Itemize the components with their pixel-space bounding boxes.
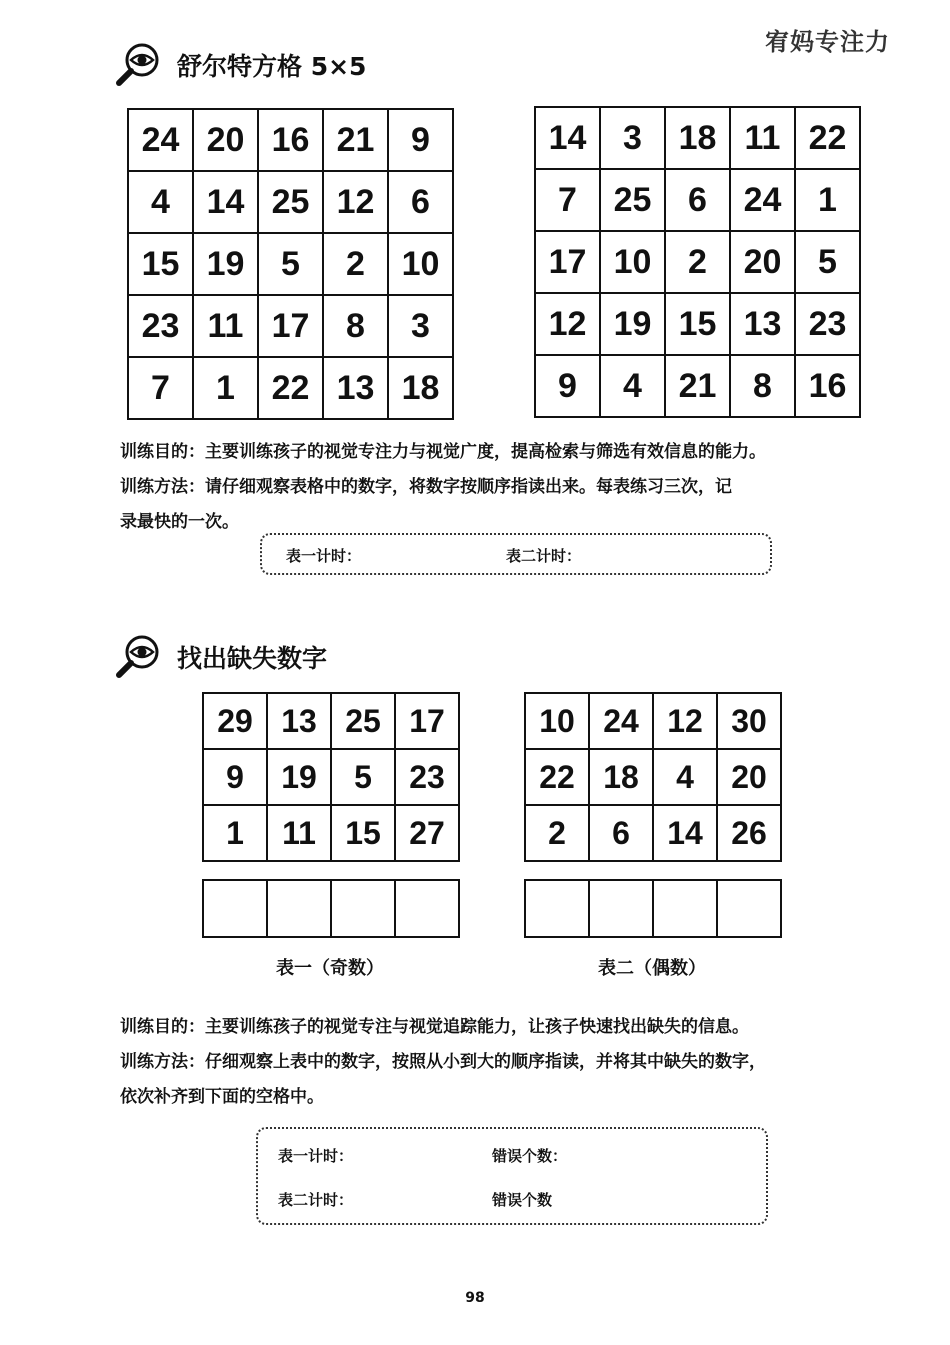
grid-cell[interactable]: 2 bbox=[323, 233, 388, 295]
answer-cell[interactable] bbox=[395, 880, 459, 937]
grid-cell[interactable]: 22 bbox=[258, 357, 323, 419]
grid-cell[interactable]: 22 bbox=[795, 107, 860, 169]
grid-cell[interactable]: 13 bbox=[323, 357, 388, 419]
grid-cell[interactable]: 20 bbox=[717, 749, 781, 805]
grid-cell[interactable]: 9 bbox=[535, 355, 600, 417]
section2-method-line1: 训练方法：仔细观察上表中的数字，按照从小到大的顺序指读，并将其中缺失的数字， bbox=[120, 1052, 766, 1072]
grid-cell[interactable]: 12 bbox=[653, 693, 717, 749]
answer-cell[interactable] bbox=[203, 880, 267, 937]
section2-timer2-label: 表二计时： bbox=[278, 1191, 354, 1209]
section2-errors1-label: 错误个数： bbox=[492, 1147, 568, 1165]
grid-cell[interactable]: 13 bbox=[730, 293, 795, 355]
grid-cell[interactable]: 2 bbox=[665, 231, 730, 293]
grid-row bbox=[525, 805, 781, 861]
section2-timer1-label: 表一计时： bbox=[278, 1147, 354, 1165]
grid-cell[interactable]: 23 bbox=[395, 749, 459, 805]
table1-caption: 表一（奇数） bbox=[276, 958, 384, 979]
section2-errors2-label: 错误个数 bbox=[492, 1191, 553, 1209]
grid-cell[interactable]: 10 bbox=[600, 231, 665, 293]
answer-row-1 bbox=[202, 879, 460, 938]
schulte-table-1 bbox=[127, 108, 454, 420]
grid-cell[interactable]: 17 bbox=[535, 231, 600, 293]
grid-row bbox=[535, 231, 860, 293]
grid-row bbox=[203, 693, 459, 749]
grid-row bbox=[535, 293, 860, 355]
section1-title: 舒尔特方格 5×5 bbox=[177, 52, 367, 81]
grid-cell[interactable]: 7 bbox=[535, 169, 600, 231]
section1-purpose: 训练目的：主要训练孩子的视觉专注力与视觉广度，提高检索与筛选有效信息的能力。 bbox=[120, 442, 766, 462]
section1-timer2-label: 表二计时： bbox=[506, 547, 582, 565]
grid-cell[interactable]: 12 bbox=[323, 171, 388, 233]
grid-row bbox=[128, 109, 453, 171]
grid-cell[interactable]: 1 bbox=[203, 805, 267, 861]
answer-cell[interactable] bbox=[653, 880, 717, 937]
answer-cell[interactable] bbox=[331, 880, 395, 937]
section2-method-line2: 依次补齐到下面的空格中。 bbox=[120, 1087, 324, 1107]
answer-cell[interactable] bbox=[267, 880, 331, 937]
answer-cell[interactable] bbox=[525, 880, 589, 937]
grid-cell[interactable]: 18 bbox=[388, 357, 453, 419]
grid-cell[interactable]: 19 bbox=[267, 749, 331, 805]
grid-cell[interactable]: 14 bbox=[535, 107, 600, 169]
missing-number-table-2 bbox=[524, 692, 782, 862]
grid-cell[interactable]: 15 bbox=[331, 805, 395, 861]
section2-heading bbox=[115, 634, 327, 680]
grid-cell[interactable]: 18 bbox=[665, 107, 730, 169]
grid-row bbox=[128, 295, 453, 357]
grid-row bbox=[535, 169, 860, 231]
grid-cell[interactable]: 15 bbox=[665, 293, 730, 355]
grid-cell[interactable]: 23 bbox=[128, 295, 193, 357]
magnifier-eye-icon bbox=[115, 634, 161, 680]
grid-cell[interactable]: 4 bbox=[128, 171, 193, 233]
grid-cell[interactable]: 24 bbox=[589, 693, 653, 749]
grid-cell[interactable]: 1 bbox=[193, 357, 258, 419]
grid-cell[interactable]: 4 bbox=[600, 355, 665, 417]
grid-cell[interactable]: 5 bbox=[795, 231, 860, 293]
missing-number-table-1 bbox=[202, 692, 460, 862]
grid-row bbox=[203, 805, 459, 861]
grid-cell[interactable]: 14 bbox=[653, 805, 717, 861]
grid-cell[interactable]: 25 bbox=[600, 169, 665, 231]
grid-row bbox=[203, 749, 459, 805]
grid-cell[interactable]: 11 bbox=[730, 107, 795, 169]
grid-cell[interactable]: 13 bbox=[267, 693, 331, 749]
grid-cell[interactable]: 26 bbox=[717, 805, 781, 861]
grid-cell[interactable]: 1 bbox=[795, 169, 860, 231]
grid-cell[interactable]: 27 bbox=[395, 805, 459, 861]
section2-instructions bbox=[120, 1010, 880, 1115]
section1-method-line2: 录最快的一次。 bbox=[120, 512, 239, 532]
grid-cell[interactable]: 30 bbox=[717, 693, 781, 749]
section1-heading bbox=[115, 42, 366, 88]
grid-cell[interactable]: 11 bbox=[193, 295, 258, 357]
grid-cell[interactable]: 21 bbox=[665, 355, 730, 417]
grid-cell[interactable]: 6 bbox=[665, 169, 730, 231]
grid-cell[interactable]: 25 bbox=[258, 171, 323, 233]
grid-row bbox=[525, 693, 781, 749]
grid-row bbox=[525, 749, 781, 805]
section2-title: 找出缺失数字 bbox=[177, 644, 328, 673]
grid-cell[interactable]: 10 bbox=[525, 693, 589, 749]
grid-cell[interactable]: 17 bbox=[258, 295, 323, 357]
grid-cell[interactable]: 9 bbox=[203, 749, 267, 805]
schulte-table-2 bbox=[534, 106, 861, 418]
page-number: 98 bbox=[465, 1290, 485, 1306]
section1-method-line1: 训练方法：请仔细观察表格中的数字，将数字按顺序指读出来。每表练习三次，记 bbox=[120, 477, 732, 497]
grid-cell[interactable]: 17 bbox=[395, 693, 459, 749]
grid-cell[interactable]: 8 bbox=[730, 355, 795, 417]
answer-row-2 bbox=[524, 879, 782, 938]
table2-caption: 表二（偶数） bbox=[598, 958, 706, 979]
grid-cell[interactable]: 5 bbox=[331, 749, 395, 805]
grid-cell[interactable]: 9 bbox=[388, 109, 453, 171]
grid-cell[interactable]: 24 bbox=[730, 169, 795, 231]
section1-instructions bbox=[120, 435, 880, 540]
grid-cell[interactable]: 8 bbox=[323, 295, 388, 357]
grid-cell[interactable]: 11 bbox=[267, 805, 331, 861]
grid-cell[interactable]: 14 bbox=[193, 171, 258, 233]
section2-purpose: 训练目的：主要训练孩子的视觉专注与视觉追踪能力，让孩子快速找出缺失的信息。 bbox=[120, 1017, 749, 1037]
grid-row bbox=[128, 357, 453, 419]
grid-cell[interactable]: 19 bbox=[600, 293, 665, 355]
grid-row bbox=[535, 355, 860, 417]
grid-cell[interactable]: 15 bbox=[128, 233, 193, 295]
grid-cell[interactable]: 12 bbox=[535, 293, 600, 355]
grid-cell[interactable]: 24 bbox=[128, 109, 193, 171]
section2-timer-box bbox=[256, 1127, 768, 1225]
section1-timer-box bbox=[260, 533, 772, 575]
grid-cell[interactable]: 3 bbox=[600, 107, 665, 169]
grid-cell[interactable]: 6 bbox=[589, 805, 653, 861]
brand-watermark: 宥妈专注力 bbox=[765, 28, 890, 56]
section1-timer1-label: 表一计时： bbox=[286, 547, 362, 565]
grid-row bbox=[128, 233, 453, 295]
grid-cell[interactable]: 4 bbox=[653, 749, 717, 805]
grid-cell[interactable]: 18 bbox=[589, 749, 653, 805]
grid-cell[interactable]: 7 bbox=[128, 357, 193, 419]
grid-cell[interactable]: 2 bbox=[525, 805, 589, 861]
grid-row bbox=[128, 171, 453, 233]
grid-cell[interactable]: 5 bbox=[258, 233, 323, 295]
grid-cell[interactable]: 16 bbox=[795, 355, 860, 417]
answer-cell[interactable] bbox=[717, 880, 781, 937]
grid-cell[interactable]: 19 bbox=[193, 233, 258, 295]
grid-cell[interactable]: 6 bbox=[388, 171, 453, 233]
grid-cell[interactable]: 25 bbox=[331, 693, 395, 749]
grid-row bbox=[535, 107, 860, 169]
grid-cell[interactable]: 20 bbox=[193, 109, 258, 171]
grid-cell[interactable]: 22 bbox=[525, 749, 589, 805]
grid-cell[interactable]: 21 bbox=[323, 109, 388, 171]
grid-cell[interactable]: 16 bbox=[258, 109, 323, 171]
grid-cell[interactable]: 23 bbox=[795, 293, 860, 355]
grid-cell[interactable]: 10 bbox=[388, 233, 453, 295]
answer-cell[interactable] bbox=[589, 880, 653, 937]
grid-cell[interactable]: 29 bbox=[203, 693, 267, 749]
grid-cell[interactable]: 20 bbox=[730, 231, 795, 293]
grid-cell[interactable]: 3 bbox=[388, 295, 453, 357]
magnifier-eye-icon bbox=[115, 42, 161, 88]
